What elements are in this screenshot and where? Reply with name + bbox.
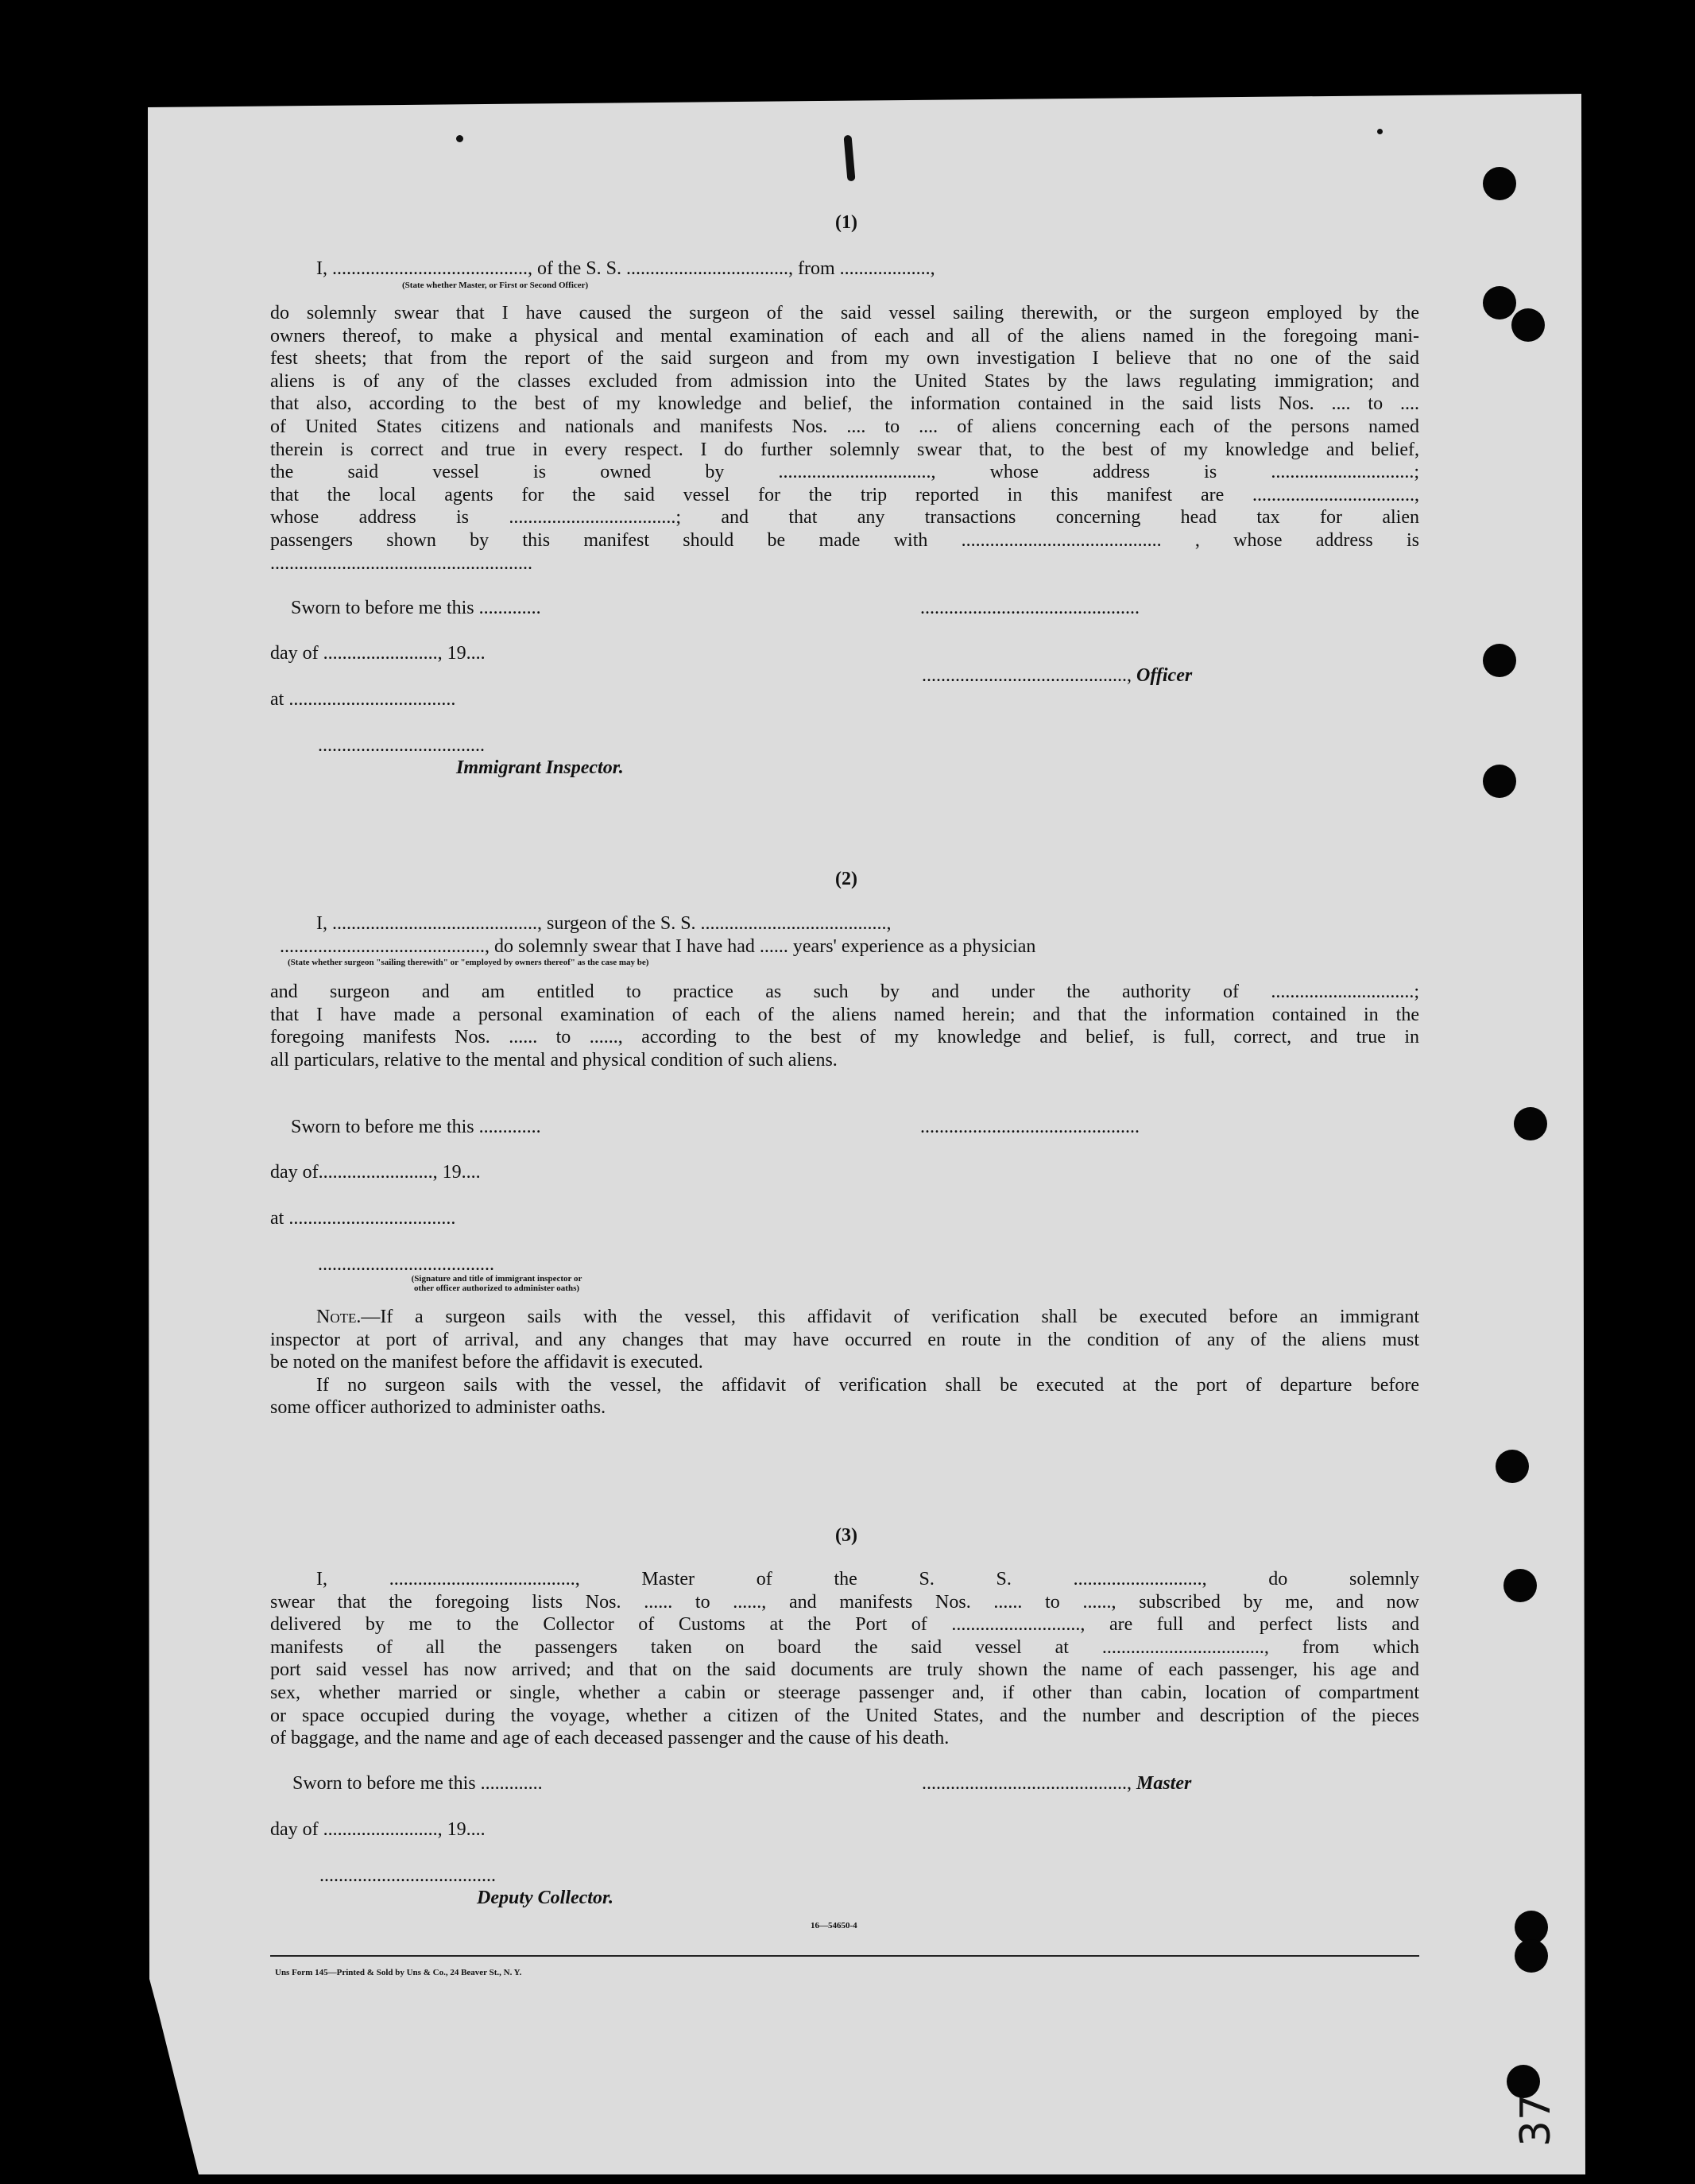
section-1-officer-line [922, 664, 1192, 687]
section-3-heading: (3) [835, 1525, 857, 1546]
section-2-note: (State whether surgeon "sailing therewith" or "employed by owners thereof" as the case may be) [288, 958, 649, 967]
section-3-day-of: day of ........................, 19.... [270, 1819, 486, 1840]
punch-hole [1507, 2065, 1540, 2098]
body-line: swear that the foregoing lists Nos. ...... to ......, and manifests Nos. ...... to ......, subscribed by me, and now [270, 1591, 1419, 1613]
signature-note-2: other officer authorized to administer oaths) [413, 1284, 580, 1293]
handwritten-page-number: 37 [1512, 2093, 1561, 2147]
note-line: If no surgeon sails with the vessel, the affidavit of verification shall be executed at the port of departure before [316, 1374, 1419, 1396]
ink-dot [1377, 129, 1383, 134]
section-3-master-line [922, 1772, 1191, 1795]
punch-hole [1483, 167, 1516, 200]
body-line: or space occupied during the voyage, whether a citizen of the United States, and the number and description of the pieces [270, 1705, 1419, 1726]
body-line: delivered by me to the Collector of Customs at the Port of ..........................., are full and perfect lists and [270, 1614, 1419, 1636]
body-line: of baggage, and the name and age of each deceased passenger and the cause of his death. [270, 1728, 950, 1749]
officer-label: Officer [1136, 665, 1193, 686]
punch-hole [1511, 308, 1545, 342]
section-1-day-of: day of ........................, 19.... [270, 643, 486, 664]
body-line: and surgeon and am entitled to practice as such by and under the authority of ..............................; [270, 982, 1419, 1002]
note-label: Note. [316, 1307, 362, 1327]
section-1-right-dots: .............................................. [920, 598, 1140, 618]
body-line: manifests of all the passengers taken on board the said vessel at .................................., from which [270, 1636, 1419, 1658]
section-3-signature-dots: ..................................... [319, 1865, 496, 1886]
punch-hole [1483, 644, 1516, 677]
officer-dots: ..........................................., [922, 665, 1136, 686]
section-1-heading: (1) [835, 212, 857, 233]
footer-imprint: Uns Form 145—Printed & Sold by Uns & Co., 24 Beaver St., N. Y. [275, 1968, 522, 1977]
section-2-body [270, 981, 1419, 1071]
body-line: fest sheets; that from the report of the said surgeon and from my own investigation I believe that no one of the said [270, 348, 1419, 370]
ink-dot [456, 135, 463, 142]
section-2-heading: (2) [835, 869, 857, 889]
section-2-right-dots: .............................................. [920, 1117, 1140, 1137]
body-line: I, ......................................., Master of the S. S. ..........................., do solemnly [316, 1569, 1419, 1590]
body-line: whose address is ...................................; and that any transactions concerning head tax for alien [270, 507, 1419, 529]
section-1-sworn: Sworn to before me this ............. [291, 598, 541, 618]
punch-hole [1483, 286, 1516, 319]
section-2-signature-dots: ..................................... [318, 1254, 494, 1275]
body-line: ....................................................... [270, 552, 532, 574]
section-2-line-2: ..........................................., do solemnly swear that I have had ...... years' experience as a physician [280, 936, 1036, 957]
body-line: that the local agents for the said vessel for the trip reported in this manifest are .................................., [270, 484, 1419, 505]
body-line: the said vessel is owned by ................................, whose address is ..............................; [270, 462, 1419, 483]
body-line: therein is correct and true in every respect. I do further solemnly swear that, to the best of my knowledge and belief, [270, 439, 1419, 460]
body-line: aliens is of any of the classes excluded from admission into the United States by the laws regulating immigration; and [270, 370, 1419, 392]
body-line: that also, according to the best of my knowledge and belief, the information contained in the said lists Nos. .... to .... [270, 393, 1419, 415]
note-line: inspector at port of arrival, and any changes that may have occurred en route in the condition of any of the aliens must [270, 1329, 1419, 1350]
body-line: passengers shown by this manifest should be made with .......................................... , whose address is [270, 529, 1419, 551]
punch-hole [1483, 765, 1516, 798]
section-2-note-paragraph [270, 1306, 1419, 1419]
section-1-at: at ................................... [270, 689, 456, 710]
section-2-day-of: day of........................, 19.... [270, 1162, 481, 1183]
section-2-sworn: Sworn to before me this ............. [291, 1117, 541, 1137]
body-line: owners thereof, to make a physical and mental examination of each and all of the aliens named in the foregoing mani- [270, 325, 1419, 347]
body-line: that I have made a personal examination of each of the aliens named herein; and that the information contained in the [270, 1004, 1419, 1025]
deputy-collector-label: Deputy Collector. [477, 1888, 613, 1908]
master-dots: ..........................................., [922, 1773, 1136, 1794]
note-line: be noted on the manifest before the affidavit is executed. [270, 1352, 703, 1373]
punch-hole [1514, 1107, 1547, 1140]
master-label: Master [1136, 1773, 1192, 1794]
section-1-body [270, 302, 1419, 575]
section-2-line-1: I, ..........................................., surgeon of the S. S. ......................................., [316, 913, 892, 934]
section-3-body [270, 1568, 1419, 1750]
section-1-oath-line: I, ........................................., of the S. S. .................................., from ..................., [316, 258, 935, 279]
punch-hole [1515, 1939, 1548, 1973]
section-1-oath-note: (State whether Master, or First or Second Officer) [402, 281, 589, 290]
note-line: some officer authorized to administer oaths. [270, 1397, 606, 1419]
note-line: Note.—If a surgeon sails with the vessel, this affidavit of verification shall be executed before an immigrant [316, 1307, 1419, 1327]
section-2-at: at ................................... [270, 1208, 456, 1229]
body-line: foregoing manifests Nos. ...... to ......, according to the best of my knowledge and belief, is full, correct, and true in [270, 1027, 1419, 1048]
section-3-sworn: Sworn to before me this ............. [292, 1773, 543, 1794]
body-line: port said vessel has now arrived; and that on the said documents are truly shown the name of each passenger, his age and [270, 1659, 1419, 1681]
body-line: do solemnly swear that I have caused the surgeon of the said vessel sailing therewith, or the surgeon employed by the [270, 303, 1419, 323]
punch-hole [1503, 1569, 1537, 1602]
immigrant-inspector-label: Immigrant Inspector. [456, 757, 624, 778]
punch-hole [1496, 1450, 1529, 1483]
body-line: of United States citizens and nationals and manifests Nos. .... to .... of aliens concerning each of the persons named [270, 416, 1419, 437]
section-1-signature-dots: ................................... [318, 735, 485, 756]
signature-note-1: (Signature and title of immigrant inspector or [411, 1274, 582, 1284]
form-code: 16—54650-4 [811, 1921, 857, 1930]
footer-rule [270, 1955, 1419, 1957]
body-line: all particulars, relative to the mental and physical condition of such aliens. [270, 1049, 838, 1071]
body-line: sex, whether married or single, whether a cabin or steerage passenger and, if other than cabin, location of compartment [270, 1682, 1419, 1703]
